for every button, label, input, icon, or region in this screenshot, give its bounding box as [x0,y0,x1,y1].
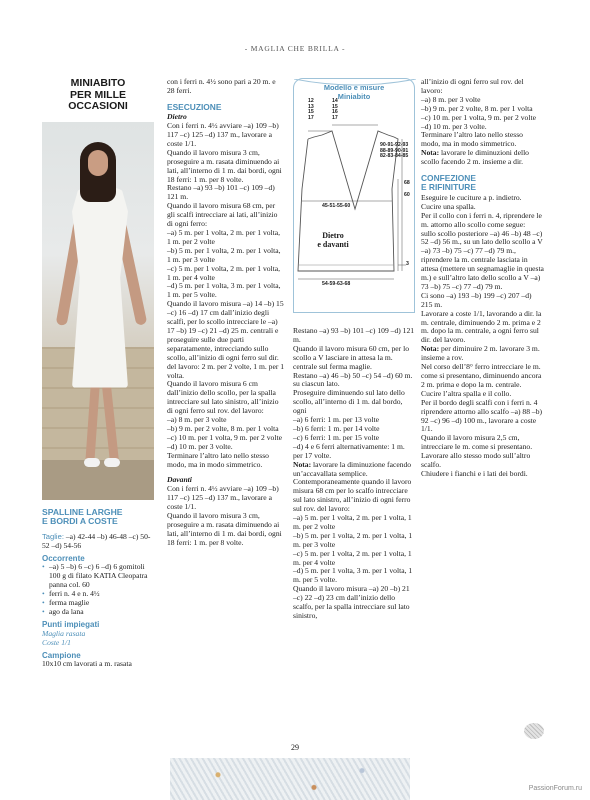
note: Nota: per diminuire 2 m. lavorare 3 m. insieme a rov. [421,344,540,363]
points-heading: Punti impiegati [42,619,100,629]
schema-size: 3 [406,261,409,267]
watermark: PassionForum.ru [528,785,582,792]
sample-heading: Campione [42,650,81,660]
schema-size: 14 15 16 17 [332,98,338,121]
paragraph: con i ferri n. 4½ sono pari a 20 m. e 28 ferri. [167,77,276,95]
finishing-heading: CONFEZIONE E RIFINITURE [421,173,476,193]
article-title: MINIABITO PER MILLE OCCASIONI [68,77,128,112]
point-item: Maglia rasata [42,628,86,638]
schema-label: Dietro e davanti [317,231,349,249]
dietro-heading: Dietro [167,112,187,122]
knit-swatch-image [170,758,410,800]
column-3 [293,78,415,621]
schema-size: 54-59-63-68 [322,281,351,287]
list-item: • –a) 5 –b) 6 –c) 6 –d) 6 gomitoli 100 g di filato KATIA Cleopatra panna col. 60 [42,563,154,590]
dietro-instructions: Con i ferri n. 4½ avviare –a) 109 –b) 117 –c) 125 –d) 137 m., lavorare a coste 1/1. Quando il lavoro misura 3 cm, proseguire a m. rasata diminuendo ai lati, all’interno di 1 m. dai bordi, ogni 18 ferri: 1 m. per 8 volte. Restano –a) 93 –b) 101 –c) 109 –d) 121 m. Quando il lavoro misura 68 cm, per gli scalfi intrecciare ai lati, all’inizio di ogni ferro: –a) 5 m. per 1 volta, 2 m. per 1 volta, 1 m. per 2 volte –b) 5 m. per 1 volta, 2 m. per 1 volta, 1 m. per 3 volte –c) 5 m. per 1 volta, 2 m. per 1 volta, 1 m. per 4 volte –d) 5 m. per 1 volta, 3 m. per 1 volta, 1 m. per 5 volte. Quando il lavoro misura –a) 14 –b) 15 –c) 16 –d) 17 cm dall’inizio degli scalfi, per lo scollo intrecciare le –a) 17 –b) 19 –c) 21 –d) 25 m. centrali e proseguire sulle due parti separatamente, intrecciando sullo scollo, all’inizio di ogni ferro sul dir. del lavoro: 2 m. per 2 volte, 1 m. per 1 volta. Quando il lavoro misura 6 cm dall’inizio dello scollo, per la spalla intrecciare sul lato sinistro, all’inizio di ogni ferro sul rov. del lavoro: –a) 8 m. per 3 volte –b) 9 m. per 2 volte, 8 m. per 1 volta –c) 10 m. per 1 volta, 9 m. per 2 volte –d) 10 m. per 3 volte. Terminare l’altro lato nello stesso modo, ma in modo simmetrico. [167,121,285,469]
column-3-text: Restano –a) 93 –b) 101 –c) 109 –d) 121 m. Quando il lavoro misura 60 cm, per lo scollo a V lasciare in attesa la m. centrale sul ferma maglie. Restano –a) 46 –b) 50 –c) 54 –d) 60 m. su ciascun lato. Proseguire diminuendo sul lato dello scollo, all’interno di 1 m. dal bordo, ogni –a) 6 ferri: 1 m. per 13 volte –b) 6 ferri: 1 m. per 14 volte –c) 6 ferri: 1 m. per 15 volte –d) 4 e 6 ferri alternativamente: 1 m. per 17 volte. Nota: lavorare la diminuzione facendo un’accavallata semplice. Contemporaneamente quando il lavoro misura 68 cm per lo scalfo intrecciare sul lato sinistro, all’inizio di ogni ferro sul rov. del lavoro: –a) 5 m. per 1 volta, 2 m. per 1 volta, 1 m. per 2 volte –b) 5 m. per 1 volta, 2 m. per 1 volta, 1 m. per 3 volte –c) 5 m. per 1 volta, 2 m. per 1 volta, 1 m. per 4 volte –d) 5 m. per 1 volta, 3 m. per 1 volta, 1 m. per 5 volte. Quando il lavoro misura –a) 20 –b) 21 –c) 22 –d) 23 cm dall’inizio dello scalfo, per la spalla intrecciare sul lato sinistro, [293,326,415,620]
materials-list [42,563,154,616]
list-item: • ferri n. 4 e n. 4½ [42,590,154,599]
article-subtitle: SPALLINE LARGHE E BORDI A COSTE [42,506,123,527]
running-head: - MAGLIA CHE BRILLA - [244,44,346,53]
pattern-schema [293,78,415,313]
page-number: 29 [291,743,299,752]
note: Nota: lavorare la diminuzione facendo un’accavallata semplice. [293,459,412,478]
model-photo [42,122,154,500]
schema-bottom-curve [294,79,416,91]
column-1 [42,78,154,669]
schema-title: Modello e misure Miniabito [323,83,385,101]
schema-size: 90-91-92-93 88-89-90-91 82-83-84-85 [380,142,409,160]
davanti-heading: Davanti [167,475,192,485]
column-2 [167,78,285,548]
yarn-ball-icon [524,723,544,739]
davanti-instructions: Con i ferri n. 4½ avviare –a) 109 –b) 117 –c) 125 –d) 137 m., lavorare a coste 1/1. Quando il lavoro misura 3 cm, proseguire a m. rasata diminuendo ai lati, all’interno di 1 m. dai bordi, ogni 18 ferri: 1 m. per 8 volte. [167,484,282,547]
note: Nota: lavorare le diminuzioni dello scollo facendo 2 m. insieme a dir. [421,148,529,167]
list-item: • ferma maglie [42,599,154,608]
schema-size: 45-51-55-60 [322,203,351,209]
materials-heading: Occorrente [42,553,85,563]
sample-text: 10x10 cm lavorati a m. rasata [42,659,132,669]
execution-heading: ESECUZIONE [167,101,222,112]
point-item: Coste 1/1 [42,637,71,647]
schema-size: 68 [404,180,410,186]
list-item: • ago da lana [42,608,154,617]
schema-size: 12 13 15 17 [308,98,314,121]
dress-figure [72,188,128,388]
schema-size: 60 [404,192,410,198]
sizes: Taglie: –a) 42-44 –b) 46-48 –c) 50-52 –d) 54-56 [42,531,151,550]
column-4: all’inizio di ogni ferro sul rov. del lavoro: –a) 8 m. per 3 volte –b) 9 m. per 2 volte, 8 m. per 1 volta –c) 10 m. per 1 volta, 9 m. per 2 volte –d) 10 m. per 3 volte. Terminare l’altro lato nello stesso modo, ma in modo simmetrico. Nota: lavorare le diminuzioni dello scollo facendo 2 m. insieme a dir. CONFEZIONE E RIFINITURE Eseguire le cuciture a p. indietro. Cucire una spalla. Per il collo con i ferri n. 4, riprendere le m. attorno allo scollo come segue: sullo scollo posteriore –a) 46 –b) 48 –c) 52 –d) 56 m., su un lato dello scollo a V –a) 73 –b) 75 –c) 77 –d) 79 m., riprendere la m. centrale lasciata in attesa (mettere un segnamaglie in questa m.) e sull’altro lato dello scollo a V –a) 73 –b) 75 –c) 77 –d) 79 m. Ci sono –a) 193 –b) 199 –c) 207 –d) 215 m. Lavorare a coste 1/1, lavorando a dir. la m. centrale, diminuendo 2 m. prima e 2 m. dopo la m. centrale, a ogni ferro sul dir. del lavoro. Nota: per diminuire 2 m. lavorare 3 m. insieme a rov. Nel corso dell’8° ferro intrecciare le m. come si presentano, diminuendo ancora 2 m. prima e dopo la m. centrale. Cucire l’altra spalla e il collo. Per il bordo degli scalfi con i ferri n. 4 riprendere attorno allo scalfo –a) 88 –b) 92 –c) 96 –d) 100 m., lavorare a coste 1/1. Quando il lavoro misura 2,5 cm, intrecciare le m. come si presentano. Lavorare allo stesso modo sull’altro scalfo. Chiudere i fianchi e i lati dei bordi. [421,77,544,478]
